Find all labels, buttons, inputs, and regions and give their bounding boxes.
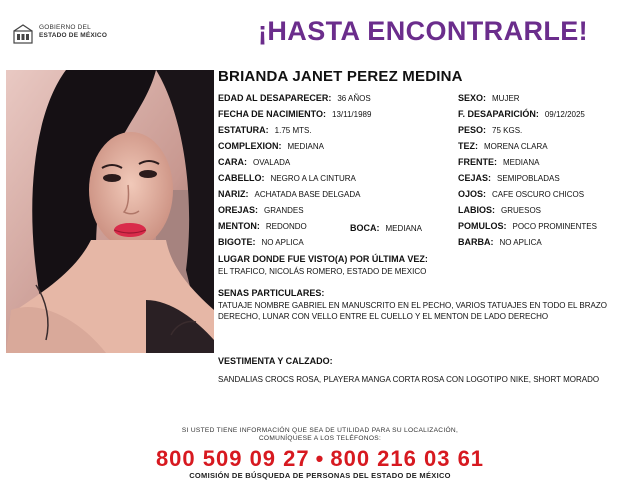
portrait-image [6,70,214,353]
field-nose-value: ACHATADA BASE DELGADA [254,190,361,199]
field-mouth [350,223,422,233]
field-birth-date-label: FECHA DE NACIMIENTO: [218,109,326,119]
field-disappearance-date-label: F. DESAPARICIÓN: [458,109,539,119]
field-sex [458,93,520,103]
last-seen-title: LUGAR DONDE FUE VISTO(A) POR ÚLTIMA VEZ: [218,254,428,264]
field-face-label: CARA: [218,157,247,167]
field-mouth-label: BOCA: [350,223,380,233]
field-complexion [458,141,548,151]
particular-marks-title: SENAS PARTICULARES: [218,288,325,298]
field-weight-label: PESO: [458,125,487,135]
field-weight-value: 75 KGS. [492,126,523,135]
field-nose [218,189,360,199]
field-eyebrows [458,173,560,183]
field-build-label: COMPLEXION: [218,141,282,151]
field-build-value: MEDIANA [287,142,324,151]
logo-text [39,24,107,40]
field-mouth-value: MEDIANA [385,224,422,233]
field-sex-label: SEXO: [458,93,487,103]
field-forehead-value: MEDIANA [503,158,540,167]
commission-name: COMISIÓN DE BÚSQUEDA DE PERSONAS DEL ESTADO DE MÉXICO [189,471,451,480]
field-disappearance-date-value: 09/12/2025 [544,110,585,119]
field-chin-label: MENTON: [218,221,260,231]
field-chin [218,221,307,231]
field-hair-value: NEGRO A LA CINTURA [270,174,356,183]
particular-marks-value: TATUAJE NOMBRE GABRIEL EN MANUSCRITO EN EL PECHO, VARIOS TATUAJES EN TODO EL BRAZO DERECHO, LUNAR CON VELLO ENTRE EL CUELLO Y EL MENTON DE LADO DERECHO [218,301,607,321]
field-beard [458,237,542,247]
field-nose-label: NARIZ: [218,189,249,199]
footer-note-line-2: COMUNÍQUESE A LOS TELÉFONOS: [258,435,382,442]
field-forehead [458,157,539,167]
field-birth-date [218,109,371,119]
field-complexion-value: MORENA CLARA [484,142,548,151]
field-height-value: 1.75 MTS. [274,126,312,135]
clothing-title: VESTIMENTA Y CALZADO: [218,356,333,366]
field-height [218,125,312,135]
missing-person-photo [6,70,214,353]
footer-note-line-1: SI USTED TIENE INFORMACIÓN QUE SEA DE UTILIDAD PARA SU LOCALIZACIÓN, [181,427,459,434]
field-forehead-label: FRENTE: [458,157,497,167]
field-beard-value: NO APLICA [499,238,542,247]
field-disappearance-date [458,109,585,119]
field-hair-label: CABELLO: [218,173,265,183]
state-emblem-icon [12,23,34,45]
field-hair [218,173,356,183]
field-birth-date-value: 13/11/1989 [332,110,372,119]
field-mustache-value: NO APLICA [261,238,304,247]
field-lips-label: LABIOS: [458,205,495,215]
phone-separator: • [315,446,325,471]
field-age [218,93,371,103]
clothing-value: SANDALIAS CROCS ROSA, PLAYERA MANGA CORTA ROSA CON LOGOTIPO NIKE, SHORT MORADO [218,375,600,384]
field-chin-value: REDONDO [265,222,307,231]
field-cheekbones [458,221,597,231]
field-ears-label: OREJAS: [218,205,259,215]
phone-numbers [0,446,640,472]
government-logo [12,20,132,50]
field-build [218,141,324,151]
field-sex-value: MUJER [492,94,520,103]
field-eyes [458,189,584,199]
logo-line-1: GOBIERNO DEL [39,24,91,31]
field-age-value: 36 AÑOS [337,94,371,103]
field-eyes-value: CAFE OSCURO CHICOS [492,190,585,199]
field-complexion-label: TEZ: [458,141,478,151]
person-name: BRIANDA JANET PEREZ MEDINA [218,68,463,85]
field-cheekbones-label: POMULOS: [458,221,507,231]
field-lips [458,205,541,215]
field-face-value: OVALADA [253,158,291,167]
logo-line-2: ESTADO DE MÉXICO [39,32,108,39]
field-lips-value: GRUESOS [501,206,542,215]
field-beard-label: BARBA: [458,237,494,247]
phone-number-2: 800 216 03 61 [330,446,485,471]
field-mustache [218,237,304,247]
field-face [218,157,290,167]
field-height-label: ESTATURA: [218,125,269,135]
phone-number-1: 800 509 09 27 [155,446,310,471]
headline: ¡HASTA ENCONTRARLE! [258,16,589,46]
field-ears [218,205,304,215]
field-eyebrows-value: SEMIPOBLADAS [497,174,560,183]
field-cheekbones-value: POCO PROMINENTES [512,222,597,231]
field-mustache-label: BIGOTE: [218,237,256,247]
field-ears-value: GRANDES [264,206,304,215]
field-eyebrows-label: CEJAS: [458,173,492,183]
field-eyes-label: OJOS: [458,189,487,199]
field-weight [458,125,522,135]
field-age-label: EDAD AL DESAPARECER: [218,93,332,103]
last-seen-value: EL TRAFICO, NICOLÁS ROMERO, ESTADO DE MEXICO [218,267,427,276]
